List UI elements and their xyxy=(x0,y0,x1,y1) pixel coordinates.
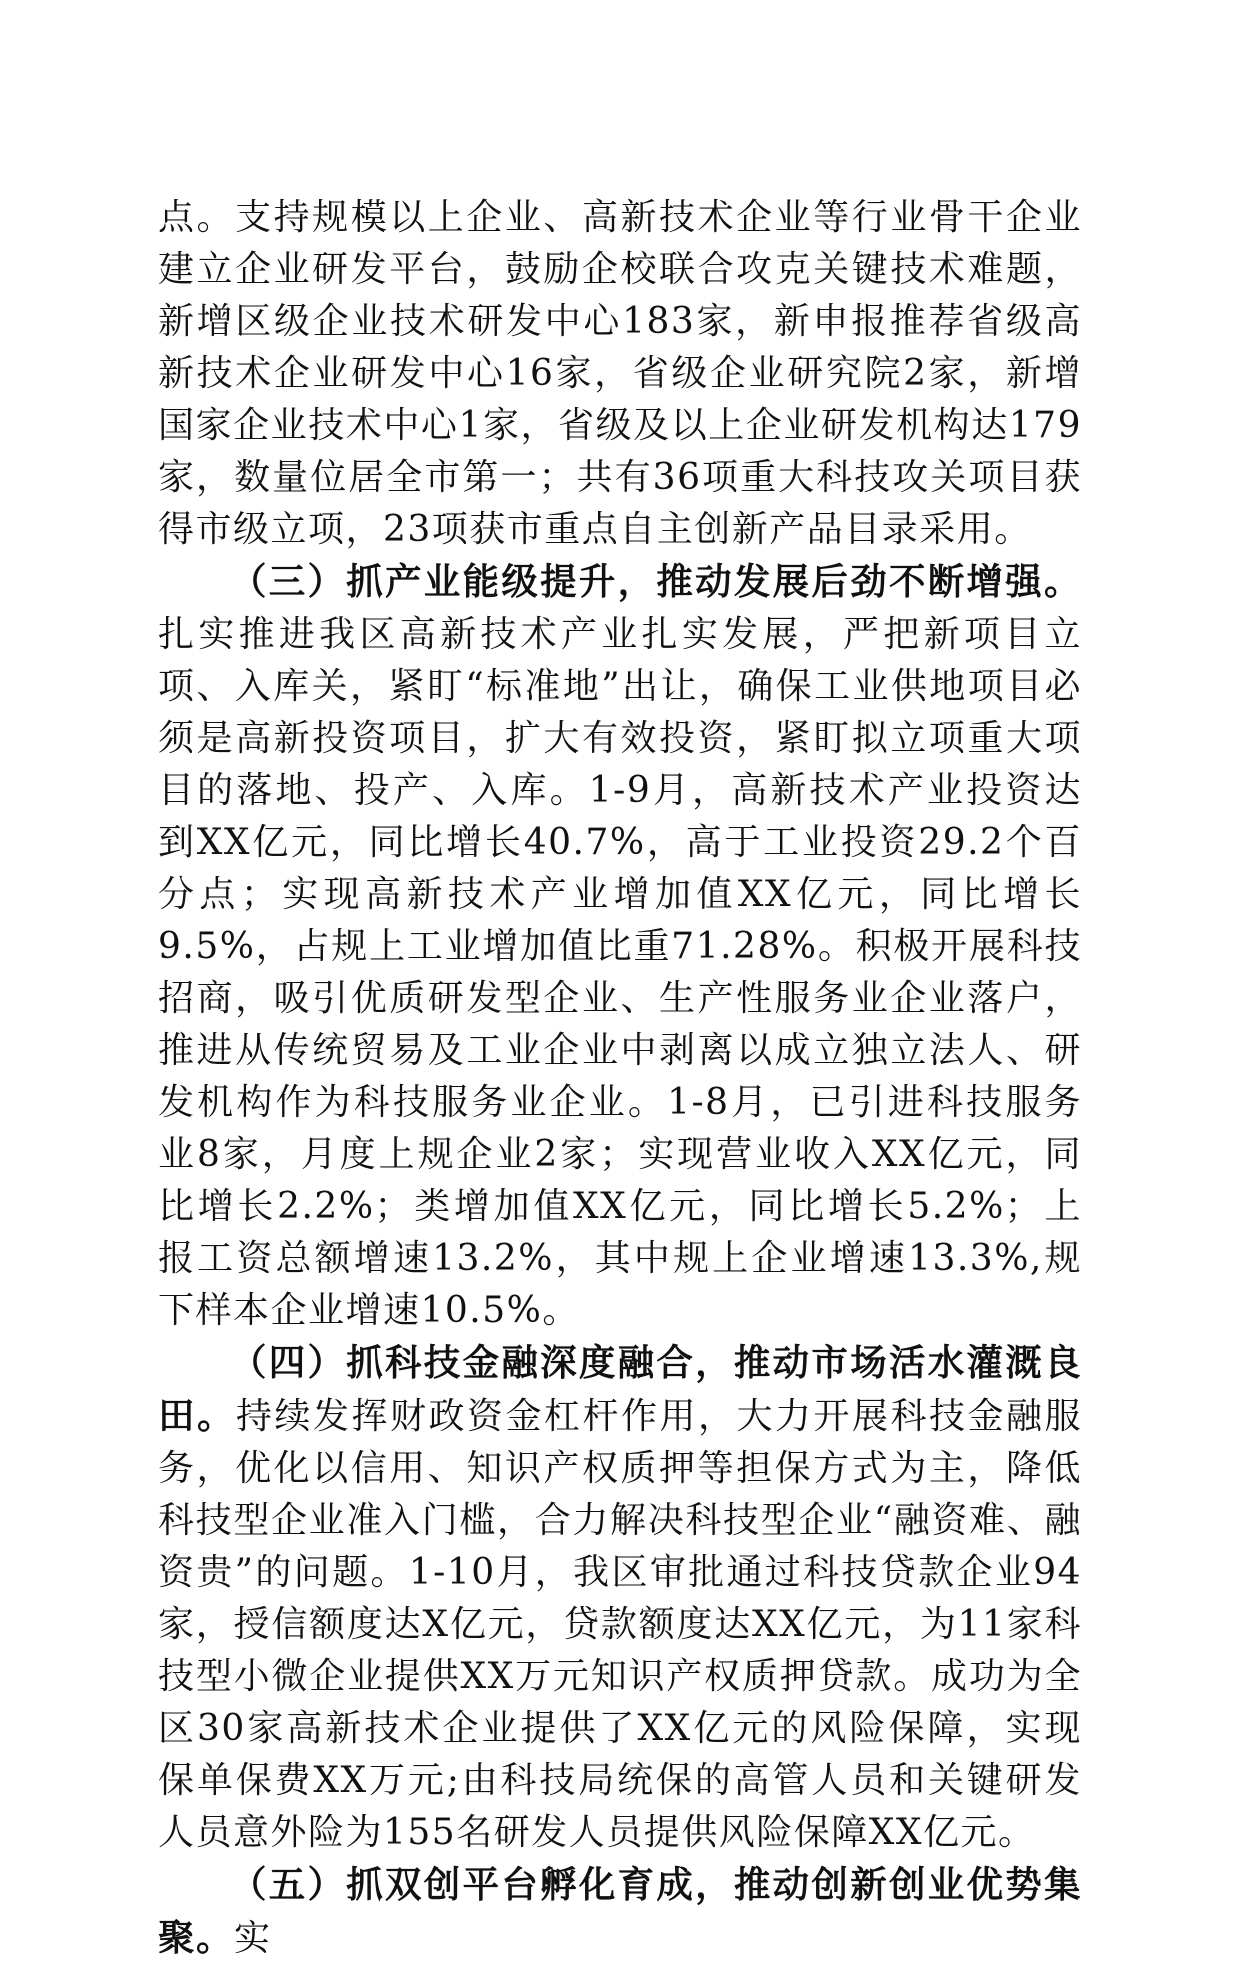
document-body xyxy=(158,192,1082,1965)
paragraph-body: 扎实推进我区高新技术产业扎实发展，严把新项目立项、入库关，紧盯“标准地”出让，确保工业供地项目必须是高新投资项目，扩大有效投资，紧盯拟立项重大项目的落地、投产、入库。1-9月，高新技术产业投资达到XX亿元，同比增长40.7%，高于工业投资29.2个百分点；实现高新技术产业增加值XX亿元，同比增长9.5%，占规上工业增加值比重71.28%。积极开展科技招商，吸引优质研发型企业、生产性服务业企业落户，推进从传统贸易及工业企业中剥离以成立独立法人、研发机构作为科技服务业企业。1-8月，已引进科技服务业8家，月度上规企业2家；实现营业收入XX亿元，同比增长2.2%；类增加值XX亿元，同比增长5.2%；上报工资总额增速13.2%，其中规上企业增速13.3%,规下样本企业增速10.5%。 xyxy=(158,614,1082,1331)
section-heading-5: （五）抓双创平台孵化育成，推动创新创业优势集聚。 xyxy=(158,1863,1082,1959)
section-heading-3: （三）抓产业能级提升，推动发展后劲不断增强。 xyxy=(230,560,1082,603)
paragraph-section-4 xyxy=(158,1337,1082,1859)
paragraph-body: 点。支持规模以上企业、高新技术企业等行业骨干企业建立企业研发平台，鼓励企校联合攻克关键技术难题，新增区级企业技术研发中心183家，新申报推荐省级高新技术企业研发中心16家，省级企业研究院2家，新增国家企业技术中心1家，省级及以上企业研发机构达179家，数量位居全市第一；共有36项重大科技攻关项目获得市级立项，23项获市重点自主创新产品目录采用。 xyxy=(158,197,1082,550)
paragraph-section-3 xyxy=(158,556,1082,1337)
paragraph-section-5 xyxy=(158,1859,1082,1965)
paragraph-continuation xyxy=(158,192,1082,556)
paragraph-body: 实 xyxy=(234,1918,272,1959)
section-heading-4: （四）抓科技金融深度融合，推动市场活水灌溉良田。 xyxy=(158,1341,1082,1437)
paragraph-body: 持续发挥财政资金杠杆作用，大力开展科技金融服务，优化以信用、知识产权质押等担保方式为主，降低科技型企业准入门槛，合力解决科技型企业“融资难、融资贵”的问题。1-10月，我区审批通过科技贷款企业94家，授信额度达X亿元，贷款额度达XX亿元，为11家科技型小微企业提供XX万元知识产权质押贷款。成功为全区30家高新技术企业提供了XX亿元的风险保障，实现保单保费XX万元;由科技局统保的高管人员和关键研发人员意外险为155名研发人员提供风险保障XX亿元。 xyxy=(158,1396,1082,1853)
